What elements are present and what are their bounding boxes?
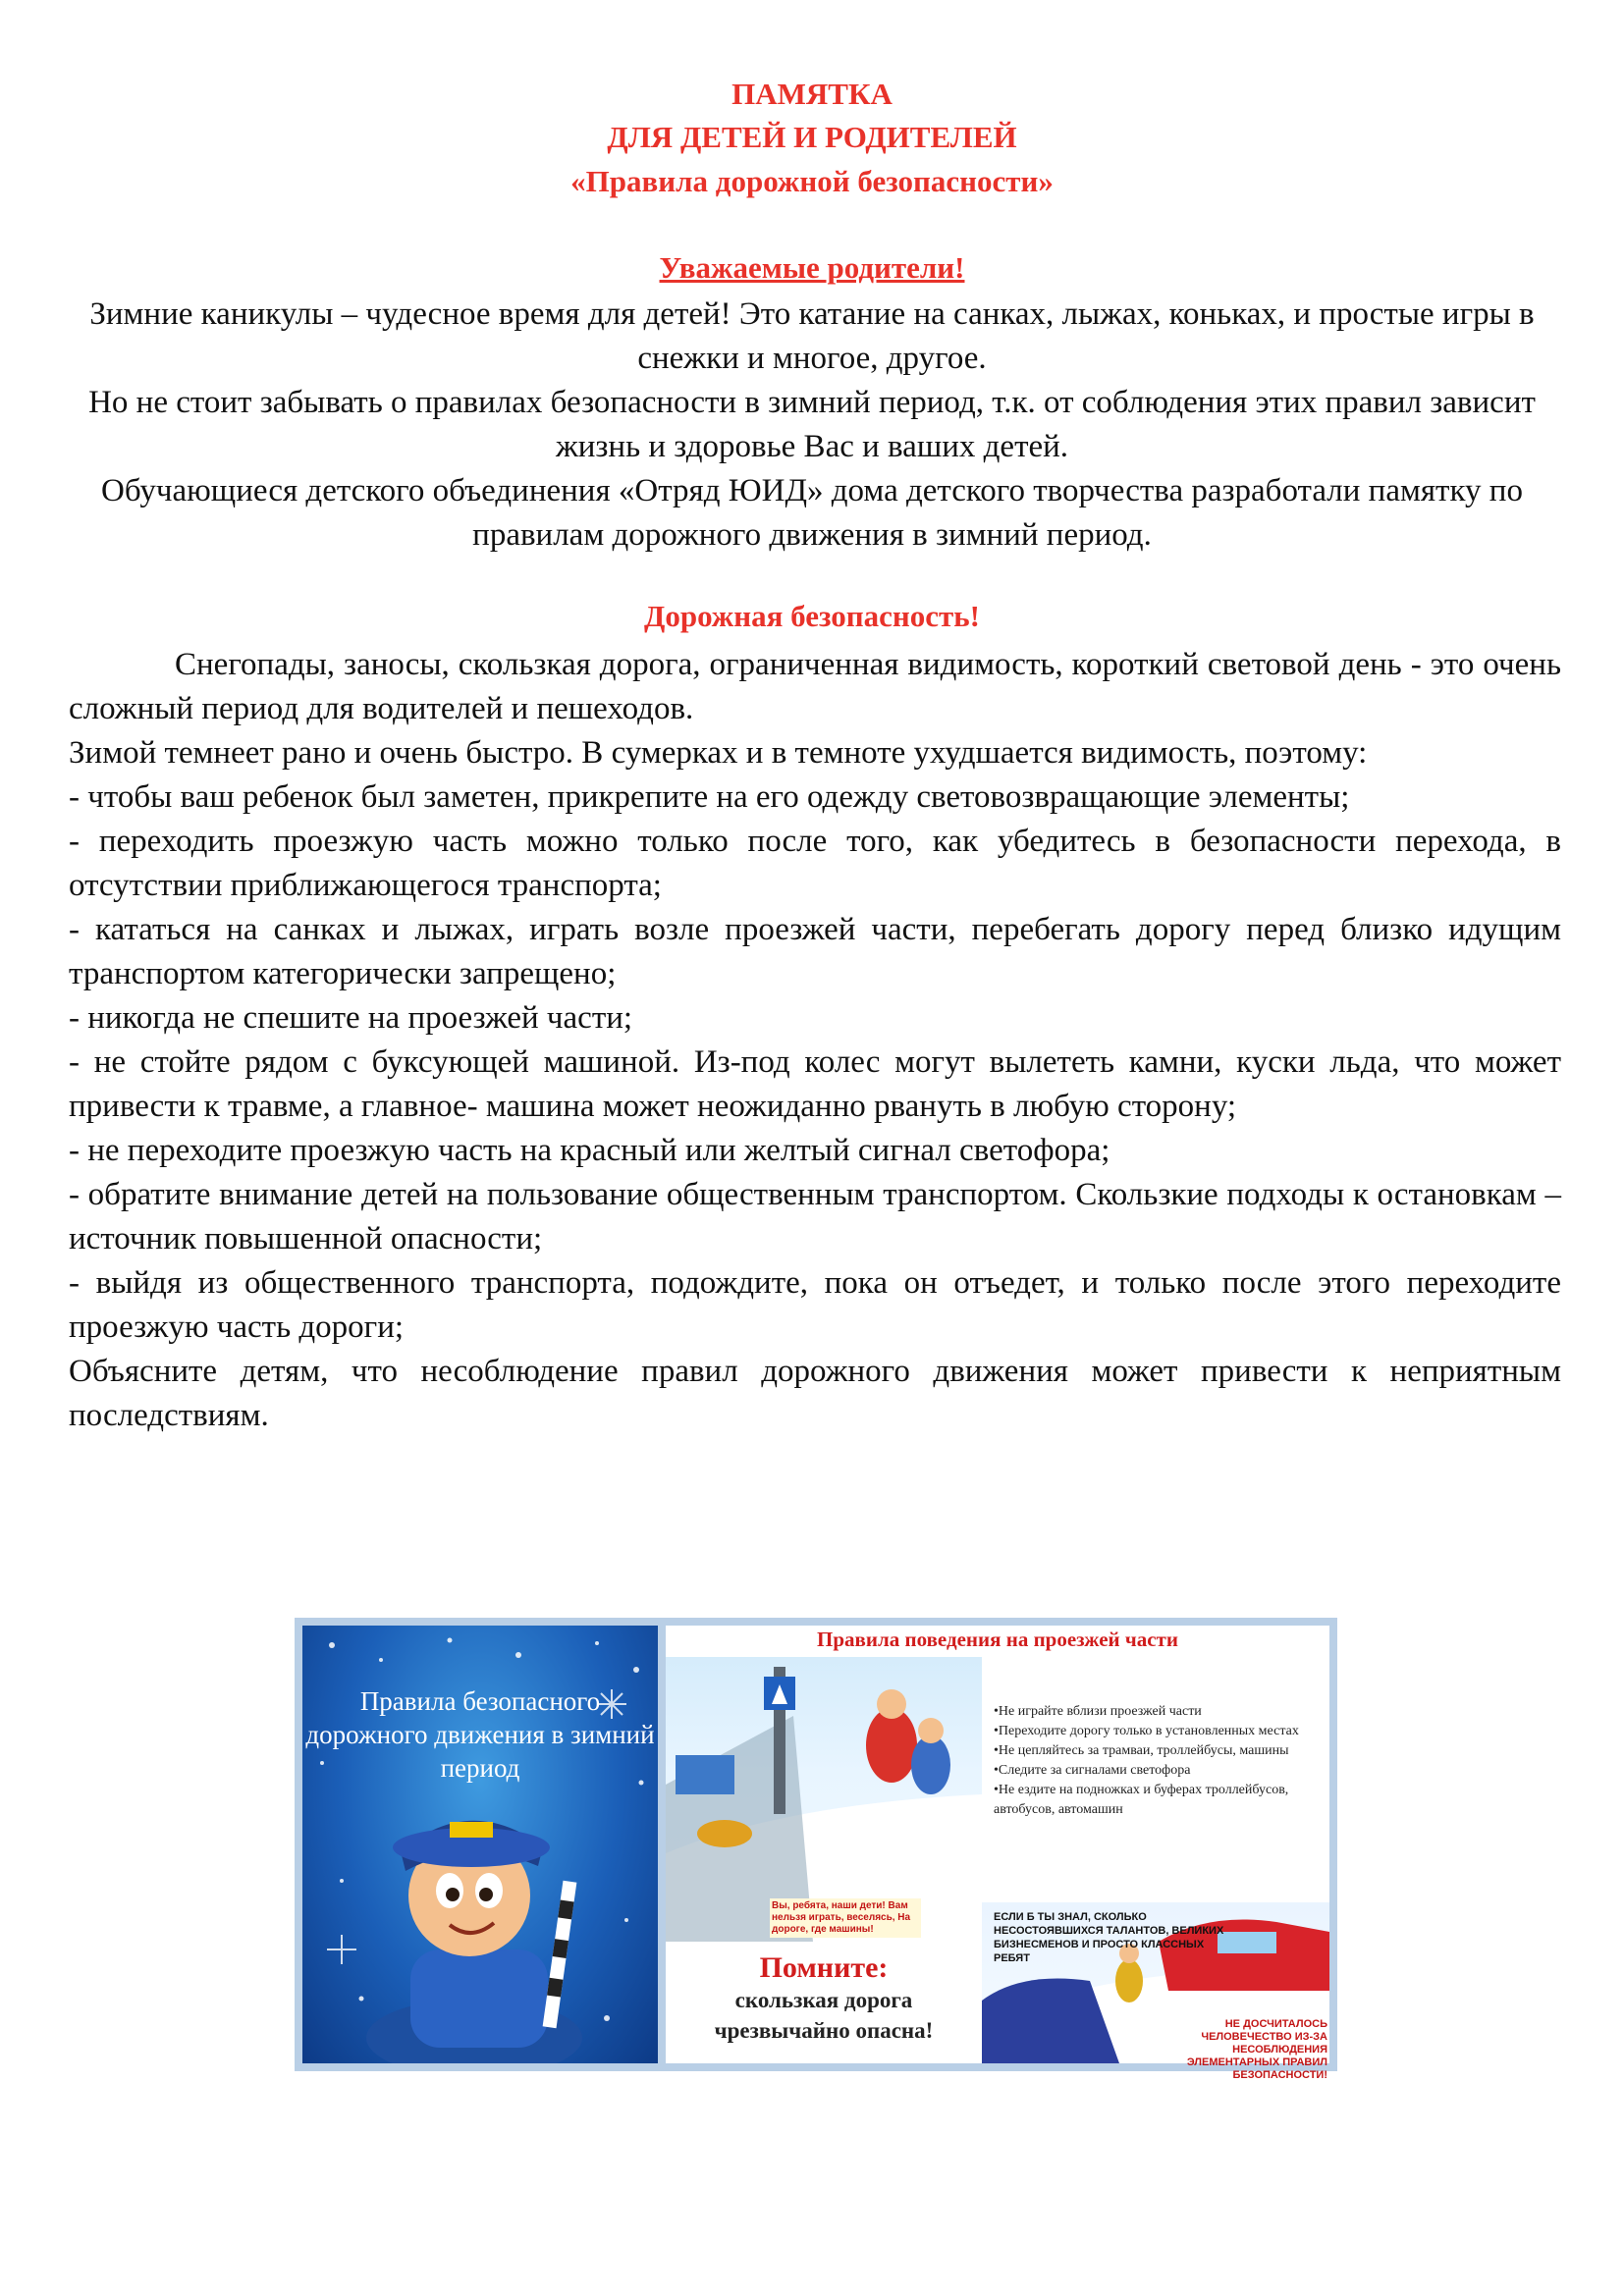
poster-road-scene xyxy=(666,1657,982,1942)
intro-paragraph: Но не стоит забывать о правилах безопасности в зимний период, т.к. от соблюдения этих правил зависит жизнь и здоровье Вас и ваших детей. xyxy=(88,385,1536,464)
body-list-item: - никогда не спешите на проезжей части; xyxy=(69,1000,633,1036)
poster-rule-item: •Не играйте вблизи проезжей части xyxy=(994,1704,1202,1719)
body-list-item: - чтобы ваш ребенок был заметен, прикрепите на его одежду световозвращающие элементы; xyxy=(69,779,1350,815)
poster-rule-item: •Не цепляйтесь за трамваи, троллейбусы, машины xyxy=(994,1743,1289,1758)
body-list-item: - кататься на санках и лыжах, играть возле проезжей части, перебегать дорогу перед близко идущим транспортом категорически запрещено; xyxy=(69,912,1561,991)
poster-note-bottom: НЕ ДОСЧИТАЛОСЬ ЧЕЛОВЕЧЕСТВО ИЗ-ЗА НЕСОБЛЮДЕНИЯ ЭЛЕМЕНТАРНЫХ ПРАВИЛ БЕЗОПАСНОСТИ! xyxy=(1186,2018,1327,2081)
doc-title-line3: «Правила дорожной безопасности» xyxy=(570,164,1054,198)
body-list-item: - не стойте рядом с буксующей машиной. Из-под колес могут вылететь камни, куски льда, что может привести к травме, а главное- машина может неожиданно рвануть в любую сторону; xyxy=(69,1044,1561,1124)
intro-section xyxy=(71,293,1553,558)
body-list-item: - не переходите проезжую часть на красный или желтый сигнал светофора; xyxy=(69,1133,1110,1168)
speech-bubble: Вы, ребята, наши дети! Вам нельзя играть, веселясь, На дороге, где машины! xyxy=(770,1898,921,1938)
body-paragraph: Зимой темнеет рано и очень быстро. В сумерках и в темноте ухудшается видимость, поэтому: xyxy=(69,735,1368,771)
doc-title-line2: ДЛЯ ДЕТЕЙ И РОДИТЕЛЕЙ xyxy=(607,120,1017,154)
body-paragraph: Объясните детям, что несоблюдение правил дорожного движения может привести к неприятным последствиям. xyxy=(69,1354,1561,1433)
greeting-heading: Уважаемые родители! xyxy=(659,250,965,285)
safety-poster xyxy=(295,1618,1337,2081)
poster-rule-item: •Переходите дорогу только в установленных местах xyxy=(994,1724,1299,1738)
body-section xyxy=(69,643,1561,1438)
intro-paragraph: Зимние каникулы – чудесное время для детей! Это катание на санках, лыжах, коньках, и простые игры в снежки и многое, другое. xyxy=(89,296,1535,376)
poster-remember-block xyxy=(666,1951,982,2046)
body-list-item: - обратите внимание детей на пользование общественным транспортом. Скользкие подходы к остановкам –источник повышенной опасности; xyxy=(69,1177,1561,1256)
poster-header: Правила поведения на проезжей части xyxy=(817,1628,1178,1651)
section-subheading: Дорожная безопасность! xyxy=(644,599,980,633)
poster-rules-list xyxy=(994,1702,1323,1820)
poster-rule-item: •Не ездите на подножках и буферах троллейбусов, автобусов, автомашин xyxy=(994,1783,1289,1817)
intro-paragraph: Обучающиеся детского объединения «Отряд ЮИД» дома детского творчества разработали памятку по правилам дорожного движения в зимний период. xyxy=(101,473,1523,553)
body-list-item: - выйдя из общественного транспорта, подождите, пока он отъедет, и только после этого переходите проезжую часть дороги; xyxy=(69,1265,1561,1345)
body-list-item: - переходить проезжую часть можно только после того, как убедитесь в безопасности перехода, в отсутствии приближающегося транспорта; xyxy=(69,824,1561,903)
body-paragraph: Снегопады, заносы, скользкая дорога, ограниченная видимость, короткий световой день - это очень сложный период для водителей и пешеходов. xyxy=(69,647,1561,726)
remember-text: скользкая дорога чрезвычайно опасна! xyxy=(714,1988,934,2043)
remember-title: Помните: xyxy=(759,1951,889,1984)
poster-left-panel xyxy=(302,1626,658,2063)
poster-left-title: Правила безопасного дорожного движения в зимний период xyxy=(305,1686,655,1783)
poster-rule-item: •Следите за сигналами светофора xyxy=(994,1763,1191,1778)
doc-title-line1: ПАМЯТКА xyxy=(731,77,893,111)
poster-note-top: ЕСЛИ Б ТЫ ЗНАЛ, СКОЛЬКО НЕСОСТОЯВШИХСЯ ТАЛАНТОВ, ВЕЛИКИХ БИЗНЕСМЕНОВ И ПРОСТО КЛАССНЫХ РЕБЯТ xyxy=(994,1911,1224,1964)
